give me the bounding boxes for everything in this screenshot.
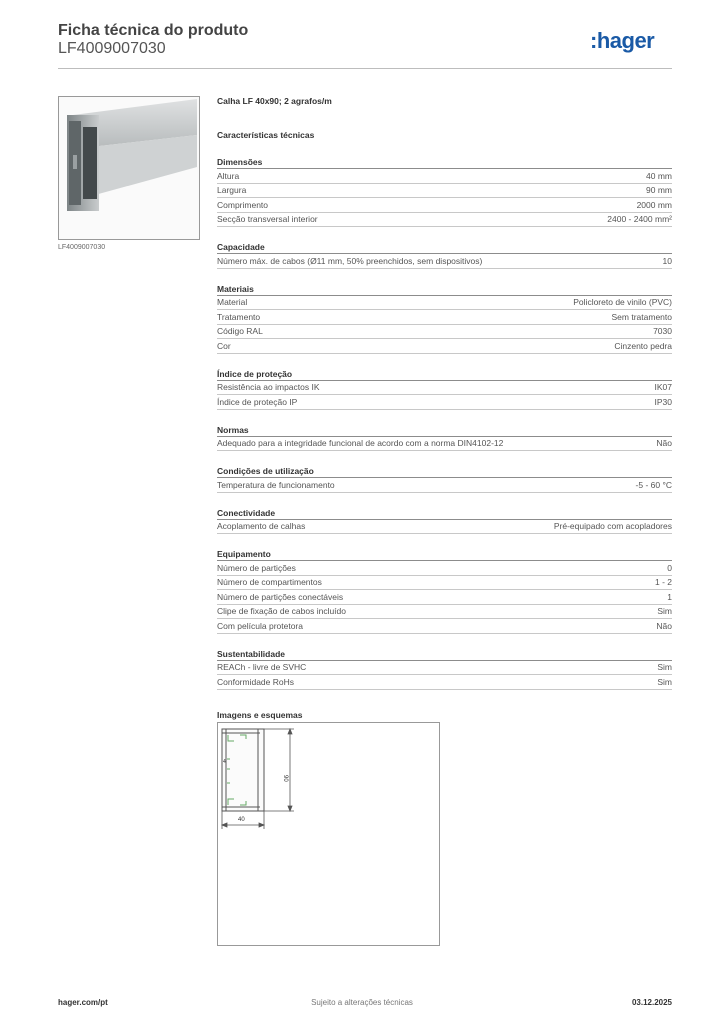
section-title: Dimensões — [217, 156, 672, 169]
spec-value: 40 mm — [646, 170, 672, 181]
spec-value: 1 - 2 — [654, 577, 672, 587]
spec-value: 10 — [662, 255, 672, 266]
spec-row — [217, 296, 672, 311]
dimension-drawing — [217, 722, 440, 946]
spec-value: IK07 — [654, 382, 672, 392]
spec-row — [217, 590, 672, 605]
spec-label: Cor — [217, 340, 231, 351]
technical-characteristics-heading: Características técnicas — [217, 130, 315, 140]
header-divider — [58, 68, 672, 69]
spec-sections — [217, 156, 672, 690]
spec-row — [217, 254, 672, 269]
spec-label: Número de compartimentos — [217, 577, 322, 587]
spec-label: Com película protetora — [217, 620, 303, 631]
spec-row — [217, 381, 672, 396]
spec-label: Altura — [217, 170, 240, 181]
spec-row — [217, 605, 672, 620]
spec-label: Conformidade RoHs — [217, 676, 295, 687]
spec-label: Largura — [217, 185, 247, 195]
spec-label: Adequado para a integridade funcional de acordo com a norma DIN4102-12 — [217, 438, 504, 448]
spec-label: Número de partições — [217, 562, 296, 573]
spec-value: 90 mm — [646, 185, 672, 195]
spec-value: 0 — [667, 562, 672, 573]
spec-row — [217, 198, 672, 213]
spec-row — [217, 184, 672, 199]
spec-row — [217, 478, 672, 493]
hager-logo: :hager — [590, 28, 655, 53]
spec-value: 2000 mm — [636, 199, 672, 210]
section-title: Condições de utilização — [217, 465, 672, 478]
spec-row — [217, 310, 672, 325]
spec-label: Material — [217, 297, 248, 307]
footer-date: 03.12.2025 — [631, 998, 672, 1007]
spec-section — [217, 424, 672, 452]
spec-value: Policloreto de vinilo (PVC) — [573, 297, 672, 307]
spec-section — [217, 548, 672, 634]
spec-value: 2400 - 2400 mm² — [607, 214, 672, 224]
product-image — [58, 96, 200, 240]
spec-label: Clipe de fixação de cabos incluído — [217, 606, 346, 616]
spec-row — [217, 437, 672, 452]
spec-row — [217, 339, 672, 354]
spec-label: Resistência ao impactos IK — [217, 382, 320, 392]
spec-label: Código RAL — [217, 326, 263, 336]
spec-row — [217, 395, 672, 410]
spec-row — [217, 561, 672, 576]
footer-disclaimer: Sujeito a alterações técnicas — [311, 998, 413, 1007]
spec-row — [217, 169, 672, 184]
dimension-width-label: 40 — [238, 817, 245, 823]
spec-label: Acoplamento de calhas — [217, 521, 306, 531]
spec-value: Sim — [657, 676, 672, 687]
footer-website[interactable]: hager.com/pt — [58, 998, 108, 1007]
images-heading: Imagens e esquemas — [217, 709, 303, 720]
spec-value: Sem tratamento — [611, 311, 672, 322]
spec-label: Número máx. de cabos (Ø11 mm, 50% preenchidos, sem dispositivos) — [217, 255, 483, 266]
spec-row — [217, 325, 672, 340]
spec-label: Comprimento — [217, 199, 269, 210]
image-caption: LF4009007030 — [58, 244, 106, 251]
spec-label: Temperatura de funcionamento — [217, 479, 335, 490]
spec-section — [217, 507, 672, 535]
spec-row — [217, 619, 672, 634]
spec-value: Pré-equipado com acopladores — [553, 521, 672, 531]
spec-value: 7030 — [653, 326, 672, 336]
product-name: Calha LF 40x90; 2 agrafos/m — [217, 96, 332, 106]
section-title: Sustentabilidade — [217, 648, 672, 661]
dimension-height-label: 90 — [282, 775, 288, 782]
spec-value: Não — [656, 438, 672, 448]
spec-value: Sim — [657, 662, 672, 672]
spec-value: Cinzento pedra — [614, 340, 672, 351]
spec-label: Índice de proteção IP — [217, 396, 298, 407]
section-title: Capacidade — [217, 241, 672, 254]
spec-value: IP30 — [654, 396, 672, 407]
spec-row — [217, 675, 672, 690]
spec-section — [217, 241, 672, 269]
spec-value: Sim — [657, 606, 672, 616]
spec-value: 1 — [667, 591, 672, 602]
spec-value: -5 - 60 °C — [635, 479, 672, 490]
section-title: Normas — [217, 424, 672, 437]
spec-content — [217, 96, 672, 722]
section-title: Conectividade — [217, 507, 672, 520]
dimension-small-label: 4 — [223, 759, 226, 765]
spec-section — [217, 283, 672, 354]
spec-label: Secção transversal interior — [217, 214, 318, 224]
section-title: Índice de proteção — [217, 368, 672, 381]
spec-label: Tratamento — [217, 311, 261, 322]
spec-section — [217, 156, 672, 227]
spec-row — [217, 520, 672, 535]
spec-row — [217, 661, 672, 676]
spec-value: Não — [656, 620, 672, 631]
section-title: Equipamento — [217, 548, 672, 561]
spec-label: REACh - livre de SVHC — [217, 662, 307, 672]
spec-section — [217, 465, 672, 493]
spec-row — [217, 213, 672, 228]
spec-label: Número de partições conectáveis — [217, 591, 344, 602]
spec-section — [217, 368, 672, 410]
section-title: Materiais — [217, 283, 672, 296]
product-code: LF4009007030 — [58, 40, 166, 57]
page-title: Ficha técnica do produto — [58, 22, 249, 39]
spec-section — [217, 648, 672, 690]
spec-row — [217, 576, 672, 591]
